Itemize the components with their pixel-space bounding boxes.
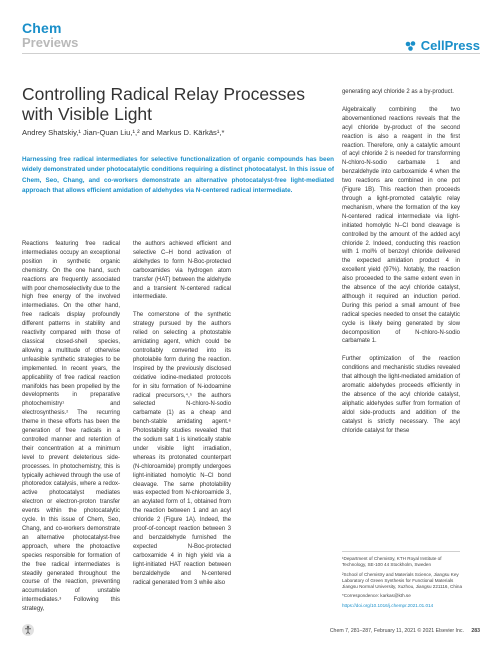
author-list: Andrey Shatskiy,¹ Jian-Quan Liu,¹,² and Markus D. Kärkäs¹,* bbox=[22, 128, 225, 137]
affiliation-1: ¹Department of Chemistry, KTH Royal Institute of Technology, SE-100 44 Stockholm, Sweden bbox=[342, 556, 442, 568]
paragraph: the authors achieved efficient and selective C–H bond activation of aldehydes to form N-Boc-protected carboxamides via hydrogen atom transfer (HAT) between the aldehyde and a transient N-centered radical intermediate. bbox=[133, 241, 231, 301]
affiliation-2: ²School of Chemistry and Materials Science, Jiangsu Key Laboratory of Green Synthesis for Functional Materials Jiangsu Normal University, Xuzhou, Jiangsu 221116, China bbox=[342, 571, 463, 590]
publisher-logo-text: CellPress bbox=[420, 38, 480, 53]
page-number: 283 bbox=[471, 628, 480, 634]
paragraph: Reactions featuring free radical intermediates occupy an exceptional position in synthetic organic chemistry. On the one hand, such reactions are frequently associated with poor chemoselectivity due to the high free energy of the involved intermediates. On the other hand, free radicals display profoundly different patterns in stability and reactivity compared with those of classical closed-shell species, allowing a multitude of otherwise unfeasible synthetic strategies to be implemented. In recent years, the applicability of free radical reaction manifolds has been propelled by the developments in preparative photochemistry¹ and electrosynthesis.² The recurring theme in these efforts has been the generation of free radicals in a controlled manner and retention of their concentration at a minimum level to prevent deleterious side-processes. In photochemistry, this is typically achieved through the use of photoredox catalysis, where a redox-active photocatalyst mediates electron or electron-proton transfer events within the photocatalytic cycle. In this issue of Chem, Seo, Chang, and co-workers demonstrate an alternative photocatalyst-free approach, where the photoactive species responsible for formation of the free radical intermediates is steadily generated throughout the course of the reaction, preventing accumulation of unstable intermediates.³ Following this strategy, bbox=[22, 241, 120, 613]
paragraph: generating acyl chloride 2 as a by-product. bbox=[342, 89, 454, 95]
paragraph: Algebraically combining the two abovementioned reactions reveals that the acyl chloride by-product of the second reaction is also a reagent in the first reaction. Therefore, only a catalytic amount of acyl chloride 2 is needed for transforming N-chloro-N-sodio carbamate 1 and benzaldehyde into carboxamide 4 when the two reactions are combined in one pot (Figure 1B). This reaction then proceeds through a light-promoted catalytic relay mechanism, where the formation of the key N-centered radical intermediate via light-initiated homolytic N–Cl bond cleavage is controlled by the amount of the added acyl chloride 2. Indeed, conducting this reaction with 1 mol% of benzoyl chloride delivered the expected amidation product 4 in excellent yield (97%). Notably, the reaction also proceeded to the same extent even in the absence of the acyl chloride catalyst, although it required an induction period. During this period a small amount of free radical species needed to onset the catalytic cycle is likely being generated by slow decomposition of N-chloro-N-sodio carbamate 1. bbox=[342, 106, 460, 345]
header-divider bbox=[22, 53, 480, 54]
body-column-3 bbox=[342, 88, 460, 445]
citation: Chem 7, 281–287, February 11, 2021 © 2021 Elsevier Inc. bbox=[329, 628, 464, 634]
abstract: Harnessing free radical intermediates for selective functionalization of organic compounds has been widely demonstrated under photocatalytic conditions requiring a distinct photocatalyst. In this issue of Chem, Seo, Chang, and co-workers demonstrate an alternative photocatalyst-free light-mediated approach that allows efficient amidation of aldehydes via N-centered radical intermediate. bbox=[22, 156, 334, 195]
footnotes bbox=[342, 556, 464, 612]
journal-name: Chem bbox=[22, 20, 62, 36]
accessibility-icon[interactable] bbox=[22, 624, 34, 636]
body-column-1 bbox=[22, 240, 120, 623]
doi-link[interactable]: https://doi.org/10.1016/j.chempr.2021.01.014 bbox=[342, 602, 434, 608]
page-footer bbox=[330, 628, 480, 634]
paragraph: Further optimization of the reaction conditions and mechanistic studies revealed that although the light-mediated amidation of aromatic aldehydes proceeds efficiently in the absence of the acyl chloride catalyst, aliphatic aldehydes suffer from formation of aldol side-products and addition of the catalyst is strictly necessary. The acyl chloride catalyst for these bbox=[342, 356, 460, 434]
section-name: Previews bbox=[22, 35, 79, 50]
paragraph: The cornerstone of the synthetic strategy pursued by the authors relied on selecting a photostable amidating agent, which could be controllably converted into its photolabile form during the reaction. Inspired by the previously disclosed oxidative iodine-mediated protocols for in situ formation of N-iodoamine radical precursors,⁴,⁵ the authors selected N-chloro-N-sodio carbamate (1) as a cheap and bench-stable amidating agent.⁶ Photostability studies revealed that the sodium salt 1 is kinetically stable under visible light irradiation, whereas its protonated counterpart (N-chloroamide) promptly undergoes light-initiated homolytic N–Cl bond cleavage. The same photolability was expected from N-chloroamide 3, an acylated form of 1, obtained from the reaction between 1 and an acyl chloride 2 (Figure 1A). Indeed, the proof-of-concept reaction between 3 and benzaldehyde furnished the expected N-Boc-protected carboxamide 4 in high yield via a light-initiated HAT reaction between benzaldehyde and N-centered radical generated from 3 while also bbox=[133, 312, 231, 586]
publisher-logo[interactable] bbox=[404, 38, 480, 53]
correspondence[interactable]: *Correspondence: karkas@kth.se bbox=[342, 593, 411, 599]
footnote-divider bbox=[342, 551, 460, 552]
body-column-2 bbox=[133, 240, 231, 596]
article-title: Controlling Radical Relay Processes with Visible Light bbox=[22, 84, 306, 124]
cellpress-logo-icon bbox=[404, 40, 418, 52]
